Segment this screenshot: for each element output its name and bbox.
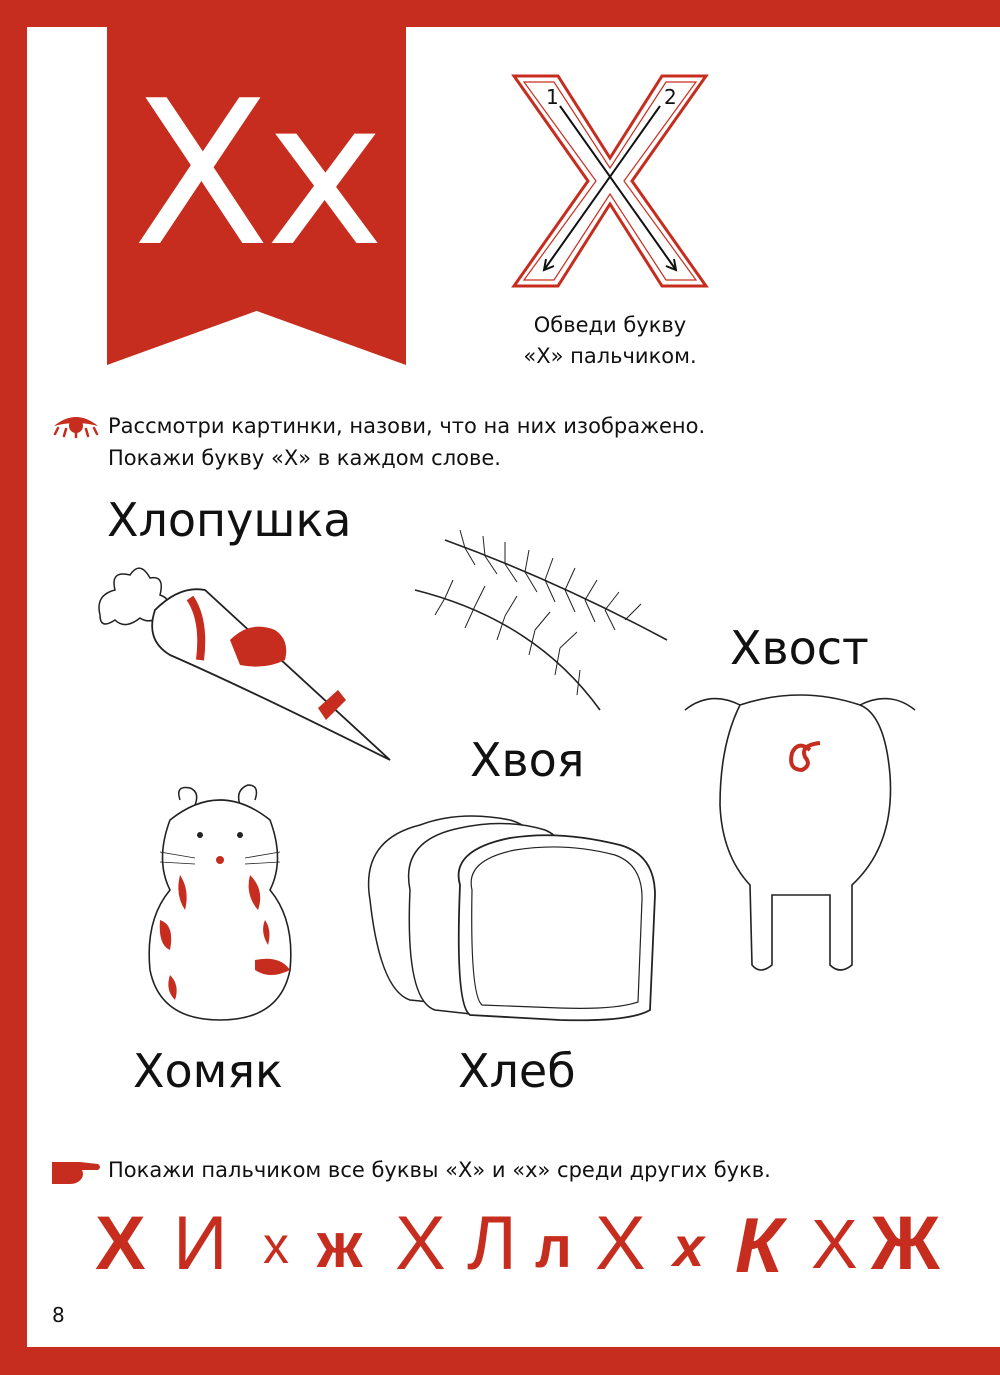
letter-item[interactable]: Х	[595, 1201, 646, 1286]
task1-instruction	[108, 410, 705, 474]
pig-tail-illustration	[680, 685, 920, 985]
banner-letters: Xx	[132, 58, 381, 291]
letter-item[interactable]: Х	[395, 1201, 446, 1286]
letter-item[interactable]: Ж	[871, 1201, 940, 1286]
task1-line1: Рассмотри картинки, назови, что на них изображено.	[108, 414, 706, 438]
letter-item[interactable]: Х	[811, 1205, 858, 1283]
word-khleb: Хлеб	[458, 1044, 576, 1098]
trace-letter-x[interactable]	[500, 66, 720, 296]
trace-caption	[480, 310, 740, 372]
letter-item[interactable]: ж	[317, 1209, 363, 1281]
word-khlopushka: Хлопушка	[107, 493, 352, 547]
letter-item[interactable]: л	[535, 1215, 572, 1280]
letter-item[interactable]: х	[263, 1217, 289, 1275]
word-khvoya: Хвоя	[470, 733, 585, 787]
trace-caption-line1: Обведи букву	[533, 313, 687, 337]
bread-illustration	[360, 810, 660, 1025]
letter-item[interactable]: х	[673, 1215, 705, 1278]
word-khvost: Хвост	[730, 621, 869, 675]
trace-stroke-2-number: 2	[664, 85, 677, 109]
party-popper-illustration	[90, 560, 400, 770]
eye-icon	[52, 412, 100, 442]
pine-branch-illustration	[405, 520, 675, 715]
letter-item[interactable]: И	[173, 1201, 228, 1286]
trace-stroke-1-number: 1	[546, 85, 559, 109]
word-khomyak: Хомяк	[133, 1044, 283, 1098]
task2-instruction: Покажи пальчиком все буквы «Х» и «х» среди других букв.	[108, 1158, 771, 1182]
pointing-hand-icon	[50, 1156, 102, 1186]
task1-line2: Покажи букву «Х» в каждом слове.	[108, 446, 501, 470]
letter-item[interactable]: Х	[95, 1201, 146, 1286]
hamster-illustration	[140, 780, 300, 1030]
trace-caption-line2: «Х» пальчиком.	[523, 344, 697, 368]
letter-item[interactable]: К	[735, 1201, 783, 1289]
letter-item[interactable]: Л	[467, 1201, 517, 1286]
page-number: 8	[52, 1303, 65, 1327]
letter-row	[95, 1200, 965, 1290]
